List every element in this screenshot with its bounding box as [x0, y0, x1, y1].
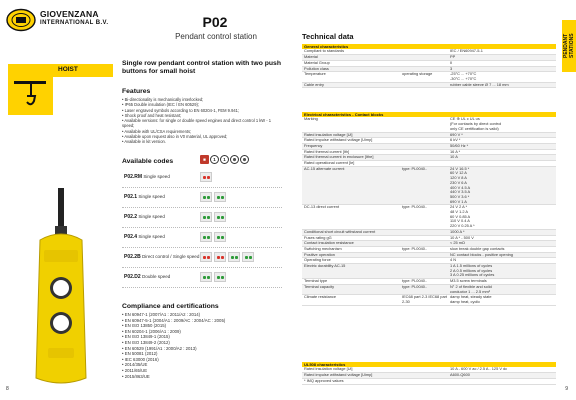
list-item: • Shock proof and heat resistant; — [122, 113, 282, 118]
table-cell: type: PL0040.. — [402, 283, 428, 289]
button-layout-image — [200, 272, 212, 282]
tagline: Single row pendant control station with two push buttons for small hoist — [122, 60, 281, 75]
table-cell: 3 — [450, 65, 453, 71]
table-row — [302, 83, 556, 89]
page-number-left: 8 — [6, 386, 9, 392]
table-cell — [402, 258, 450, 263]
table-cell: II — [450, 59, 453, 65]
button-layout-image — [214, 252, 226, 262]
code-id: P02.RM — [124, 174, 143, 180]
table-cell: Compliant to standards — [304, 48, 345, 54]
table-cell: 6 kV * — [450, 137, 461, 143]
table-cell: A600-Q600 — [450, 372, 470, 378]
table-cell — [402, 264, 450, 278]
table-cell: Terminal capacity — [304, 283, 335, 289]
code-id: P02.D2 — [124, 274, 141, 280]
code-row — [122, 268, 282, 288]
button-layout-image — [214, 192, 226, 202]
list-item: • EN 60947-5-1 (2004/A1 : 2009/AC : 2004/AC : 2005) — [122, 318, 282, 324]
list-item: • EN ISO 13850 (2015) — [122, 323, 282, 329]
hoist-icon — [8, 77, 53, 115]
code-row — [122, 228, 282, 248]
table-cell: Terminal type — [304, 278, 328, 284]
table-cell — [402, 55, 450, 60]
emergency-icon: ■ — [200, 155, 209, 164]
features-list — [122, 97, 282, 145]
table-cell: 24 V 2 A * 48 V 1.2 A 60 V 0.85 A 110 V 0.4 A 220 V 0.25 A * — [450, 204, 475, 229]
table-cell — [402, 49, 450, 54]
table-cell: 1000 A * — [450, 228, 465, 234]
table-cell — [402, 367, 450, 372]
codes-heading: Available codes — [122, 158, 174, 165]
spec-section-title: UL508 characteristics — [302, 362, 556, 367]
table-cell: N° 2 of flexible and solid conductor 1 ... 2.5 mm² — [450, 283, 492, 294]
spec-table — [302, 112, 556, 306]
button-layout-image — [228, 252, 240, 262]
list-item: • EN 50081 (2012) — [122, 351, 282, 357]
section-tab — [562, 20, 576, 72]
table-cell: Operating force — [304, 257, 331, 263]
list-item: • EN ISO 13849-1 (2015) — [122, 334, 282, 340]
table-cell: Pollution class — [304, 65, 329, 71]
list-item: • IEC 63000 (2016) — [122, 357, 282, 363]
table-cell — [402, 161, 450, 166]
list-item: • EN ISO 13849-2 (2012) — [122, 340, 282, 346]
table-cell — [402, 83, 450, 88]
button-layout-image — [200, 232, 212, 242]
table-cell: Frequency — [304, 142, 323, 148]
code-desc: Single speed — [137, 214, 165, 219]
ul-cert-icon: ⊕ — [230, 155, 239, 164]
table-cell: operating storage — [402, 71, 433, 77]
table-cell: 10 A - 600 V ac / 2.5 A - 125 V dc — [450, 366, 508, 372]
table-cell: IEC / EN60947-5-1 — [450, 48, 483, 54]
table-row — [302, 379, 556, 385]
table-cell: * IMQ approved values — [304, 377, 344, 383]
table-row — [302, 205, 556, 230]
table-cell — [450, 379, 556, 384]
code-id: P02.1 — [124, 194, 138, 200]
features-heading: Features — [122, 88, 151, 95]
spec-section-title: Electrical characteristics - Contact blocks — [302, 112, 556, 117]
table-cell: 50/60 Hz * — [450, 142, 469, 148]
button-layout-image — [214, 212, 226, 222]
code-button-images — [200, 272, 226, 282]
code-button-images — [200, 192, 226, 202]
table-cell: 10 A * - 500 V — [450, 234, 474, 240]
table-cell: 1 A 1.5 millions of cycles 2 A 0.5 millions of cycles 3 A 0.25 millions of cycles — [450, 263, 495, 278]
right-page — [288, 0, 576, 400]
table-cell — [402, 236, 450, 241]
code-desc: Double speed — [140, 274, 171, 279]
table-cell: 10 A — [450, 154, 458, 160]
code-row — [122, 248, 282, 268]
table-row — [302, 295, 556, 305]
table-cell: Material Group — [304, 59, 330, 65]
table-cell: NC contact blocks - positive opening — [450, 251, 513, 257]
brand-name: GIOVENZANA INTERNATIONAL B.V. — [40, 9, 109, 26]
list-item: • EN 60947-1 (2007/A1 : 2011/A2 : 2014) — [122, 312, 282, 318]
table-cell: IEC68 part 2-3 IEC68 part 2-30 — [402, 294, 447, 304]
table-cell: Conditional short circuit withstand current — [304, 228, 376, 234]
table-cell: DC-13 direct current — [304, 204, 340, 210]
list-item: • Available in kit version. — [122, 139, 282, 144]
table-cell: PP — [450, 54, 456, 60]
table-cell: Rated impulse withstand voltage [Uimp] — [304, 372, 373, 378]
spec-table — [302, 44, 556, 88]
csa-cert-icon: ⊕ — [240, 155, 249, 164]
table-cell: Climate resistance — [304, 294, 337, 300]
button-layout-image — [200, 172, 212, 182]
button-layout-image — [200, 212, 212, 222]
code-icons — [200, 155, 249, 164]
list-item: • Available upon request also in V0 material, UL approved; — [122, 134, 282, 139]
code-desc: Direct control / Single speed — [140, 254, 200, 259]
button-layout-image — [214, 232, 226, 242]
table-cell: AC-15 alternate current — [304, 165, 345, 171]
table-cell — [450, 161, 556, 166]
table-cell — [402, 150, 450, 155]
table-cell: Rated thermal current in enclosure [Ithe] — [304, 154, 374, 160]
code-label — [124, 274, 170, 280]
list-item: • Available with UL/CSA requirements; — [122, 129, 282, 134]
list-item: • Bi-directionality is mechanically interlocked; — [122, 97, 282, 102]
table-cell: Rated impulse withstand voltage [Uimp] — [304, 137, 373, 143]
button-layout-image — [242, 252, 254, 262]
code-id: P02.2B — [124, 254, 141, 260]
code-desc: Single speed — [137, 194, 165, 199]
list-item: • EN 60529 (1991/A1 : 2000/A2 : 2013) — [122, 346, 282, 352]
table-cell — [402, 144, 450, 149]
code-label — [124, 174, 170, 180]
table-cell: Switching mechanism — [304, 245, 342, 251]
list-item: • IP65 Double insulation (IEC / EN 60529); — [122, 102, 282, 107]
code-button-images — [200, 172, 212, 182]
speed-one-icon: 1 — [210, 155, 219, 164]
table-cell: CE ⊕ UL c UL us (For contacts by direct control only CE certification is valid) — [450, 116, 502, 131]
table-cell: M3.5 screw terminals — [450, 278, 487, 284]
code-desc: Single speed — [142, 174, 170, 179]
table-cell — [402, 373, 450, 378]
spec-table — [302, 362, 556, 385]
table-cell — [402, 138, 450, 143]
table-row — [302, 72, 556, 82]
speed-two-icon: 1 — [220, 155, 229, 164]
certifications-heading: Compliance and certifications — [122, 303, 219, 310]
technical-data-heading: Technical data — [302, 32, 354, 41]
table-cell — [402, 133, 450, 138]
page-subtitle: Pendant control station — [175, 32, 257, 41]
table-cell: Electric durability AC-15 — [304, 263, 346, 269]
table-cell: rubber cable sleeve Ø 7 ... 18 mm — [450, 81, 509, 87]
list-item: • 2014/35/UE — [122, 362, 282, 368]
certifications-list — [122, 312, 282, 379]
button-layout-image — [200, 252, 212, 262]
table-row — [302, 167, 556, 206]
table-cell: type: PL0040.. — [402, 278, 428, 284]
list-item: • Available versions: for single or double speed engines and direct control 1 kW - 1 speed; — [122, 118, 282, 129]
table-cell: Cable entry — [304, 81, 324, 87]
table-cell: type: PL0040.. — [402, 165, 428, 171]
table-cell: Rated insulation voltage [Ui] — [304, 131, 353, 137]
code-button-images — [200, 212, 226, 222]
table-cell: Marking — [304, 116, 318, 122]
table-cell — [402, 61, 450, 66]
spec-section-title: General characteristics — [302, 44, 556, 49]
table-cell: Rated operational current [Ie] — [304, 160, 355, 166]
code-button-images — [200, 232, 226, 242]
table-row — [302, 117, 556, 132]
table-cell: Positive operation — [304, 251, 335, 257]
table-cell: type: PL0040.. — [402, 204, 428, 210]
list-item: • EN 60204-1 (2006/A1 : 2009) — [122, 329, 282, 335]
table-cell — [402, 117, 450, 131]
list-item: • 2015/863/UE — [122, 374, 282, 380]
code-desc: Single speed — [137, 234, 165, 239]
table-cell: 4 N — [450, 257, 457, 263]
codes-list — [122, 168, 282, 288]
table-cell — [402, 230, 450, 235]
table-cell — [402, 253, 450, 258]
table-cell: slow break double gap contacts — [450, 245, 505, 251]
table-cell: Temperature — [304, 71, 326, 77]
code-label — [124, 214, 165, 220]
table-cell: 16 A * — [450, 148, 461, 154]
code-button-images — [200, 252, 254, 262]
table-cell: Contact insulation resistance — [304, 240, 354, 246]
code-id: P02.4 — [124, 234, 138, 240]
pendant-station-image — [22, 188, 100, 388]
section-tab-label: PENDANT STATIONS — [563, 33, 575, 59]
table-cell: damp heat, steady state damp heat, cyclic — [450, 294, 492, 304]
page-title: P02 — [202, 14, 228, 30]
table-cell: Fuses rating gG — [304, 234, 332, 240]
page-number-right: 9 — [565, 386, 568, 392]
code-row — [122, 168, 282, 188]
code-label — [124, 234, 165, 240]
code-row — [122, 208, 282, 228]
button-layout-image — [200, 192, 212, 202]
table-cell: Material — [304, 54, 318, 60]
list-item: • 2011/65/UE — [122, 368, 282, 374]
code-label — [124, 194, 165, 200]
list-item: • Laser engraved symbols according to EN 60204-1, FEM 9.941; — [122, 108, 282, 113]
table-cell: < 25 mΩ — [450, 240, 465, 246]
table-cell — [402, 155, 450, 160]
table-cell — [402, 379, 450, 384]
button-layout-image — [214, 272, 226, 282]
table-cell: 690 V * — [450, 131, 463, 137]
table-cell: Rated insulation voltage [Ui] — [304, 366, 353, 372]
code-id: P02.2 — [124, 214, 138, 220]
code-row — [122, 188, 282, 208]
table-cell: Rated thermal current [Ith] — [304, 148, 350, 154]
table-cell: -25°C ... +70°C -30°C ... +70°C — [450, 71, 477, 81]
giovenzana-logo-icon — [6, 8, 36, 32]
table-cell: type: PL0040.. — [402, 245, 428, 251]
code-label — [124, 254, 199, 260]
table-row — [302, 264, 556, 279]
table-cell: 24 V 16.5 * 60 V 12 A 120 V 8 A 230 V 6 A 400 V 4.5 A 440 V 3.5 A 500 V 3.6 * 690 V 1 A — [450, 165, 471, 204]
category-label: HOIST — [58, 66, 78, 73]
